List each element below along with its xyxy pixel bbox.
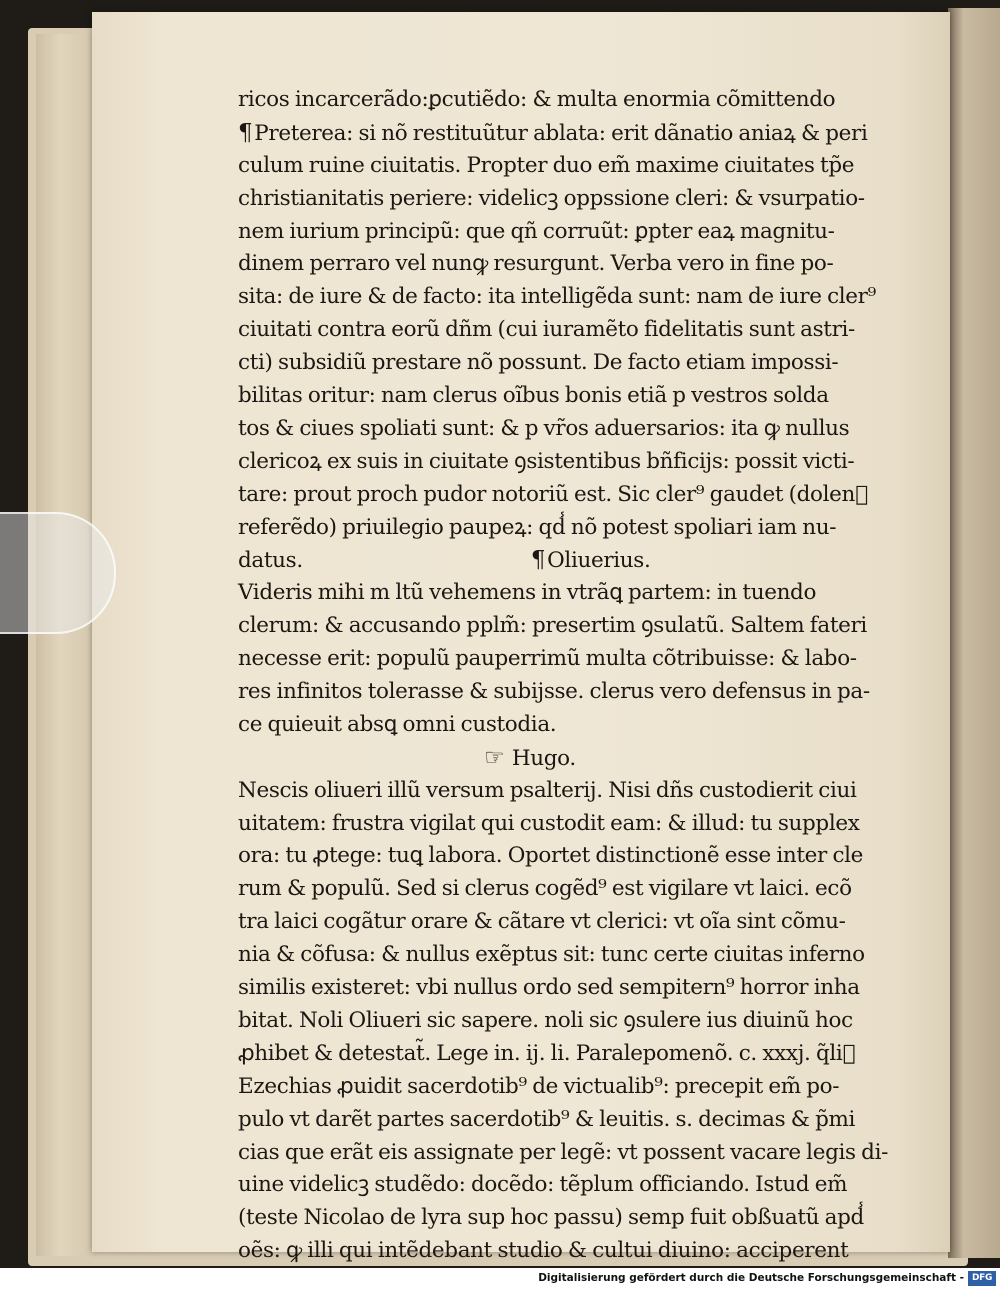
- text-line: bitat. Noli Oliueri sic sapere. noli sic ꝯsulere ius diuinũ hoc: [238, 1007, 853, 1033]
- text-line: nem iurium principũ: que qñ corruũt: ꝑpter eaꝝ magnitu-: [238, 218, 835, 244]
- text-line: bilitas oritur: nam clerus oĩbus bonis etiã p vestros solda: [238, 383, 829, 409]
- dfg-logo: DFG: [968, 1271, 996, 1286]
- text-line: res infinitos tolerasse & subijsse. clerus vero defensus in pa-: [238, 679, 870, 705]
- text-line: referẽdo) priuilegio paupeꝝ: qd̾ nõ potest spoliari iam nu-: [238, 514, 837, 540]
- text-line: similis existeret: vbi nullus ordo sed sempitern⁹ horror inha: [238, 975, 860, 1001]
- text-line: tra laici cogãtur orare & cãtare vt clerici: vt oĩa sint cõmu-: [238, 909, 846, 935]
- funding-caption: Digitalisierung gefördert durch die Deutsche Forschungsgemeinschaft -: [538, 1272, 964, 1284]
- text-line: Ezechias ꝓuidit sacerdotib⁹ de victualib⁹: precepit em̃ po-: [238, 1073, 840, 1099]
- text-line: clerum: & accusando pplm̃: presertim ꝯsulatũ. Saltem fateri: [238, 613, 867, 639]
- text-line: cias que erãt eis assignate per legẽ: vt possent vacare legis di-: [238, 1139, 889, 1165]
- text-line: ricos incarcerãdo:ꝑcutiẽdo: & multa enormia cõmittendo: [238, 87, 836, 112]
- speaker-hugo: Hugo.: [511, 745, 576, 771]
- text-line: cti) subsidiũ prestare nõ possunt. De facto etiam impossi-: [238, 350, 839, 376]
- text-line: rum & populũ. Sed si clerus cogẽd⁹ est vigilare vt laici. ecõ: [238, 876, 852, 902]
- text-line: clericoꝝ ex suis in ciuitate ꝯsistentibus bñficijs: possit victi-: [238, 448, 855, 474]
- text-line: tare: prout proch pudor notoriũ est. Sic cler⁹ gaudet (dolenᷤ: [238, 481, 868, 507]
- pointing-hand-icon: ☞: [484, 744, 505, 771]
- text-line: ¶Preterea: si nõ restituũtur ablata: erit dãnatio aniaꝝ & peri: [238, 119, 868, 146]
- text-line: ce quieuit absꝗ omni custodia.: [238, 711, 557, 737]
- page-text: [238, 84, 889, 1268]
- speaker-heading: [238, 742, 862, 775]
- page-clip: [0, 512, 116, 634]
- text-line: uine videlicꝫ studẽdo: docẽdo: tẽplum officiando. Istud em̃: [238, 1172, 848, 1198]
- text-line: culum ruine ciuitatis. Propter duo em̃ maxime ciuitates tp̃e: [238, 152, 855, 178]
- text-line: pulo vt darẽt partes sacerdotib⁹ & leuitis. s. decimas & p̃mi: [238, 1106, 856, 1132]
- text-line: sita: de iure & de facto: ita intelligẽda sunt: nam de iure cler⁹: [238, 284, 876, 310]
- paragraph-mark-icon: ¶: [530, 547, 546, 574]
- caption-bar: [0, 1268, 1000, 1290]
- text-line: ora: tu ꝓtege: tuꝗ labora. Oportet distinctionẽ esse inter cle: [238, 843, 864, 869]
- speaker-oliuerius: Oliuerius.: [547, 548, 651, 574]
- text-line: tos & ciues spoliati sunt: & p vr̃os aduersarios: ita ꝙ nullus: [238, 415, 850, 441]
- text-line: Nescis oliueri illũ versum psalterij. Nisi dñs custodierit ciui: [238, 777, 857, 803]
- text-line: datus. ¶Oliuerius.: [238, 547, 651, 574]
- text-line: nia & cõfusa: & nullus exẽptus sit: tunc certe ciuitas inferno: [238, 942, 865, 968]
- right-cover-board: [948, 8, 1000, 1258]
- text-line: dinem perraro vel nunꝙ resurgunt. Verba vero in fine po-: [238, 251, 834, 277]
- text-line: (teste Nicolao de lyra sup hoc passu) semp fuit obßuatũ apd̾: [238, 1205, 864, 1231]
- text-line: oẽs: ꝙ illi qui intẽdebant studio & cultui diuino: acciperent: [238, 1238, 849, 1264]
- text-line: christianitatis periere: videlicꝫ oppssione cleri: & vsurpatio-: [238, 185, 865, 211]
- text-line: ꝓhibet & detestat̃. Lege in. ij. li. Paralepomenõ. c. xxxj. q̃liᷤ: [238, 1040, 856, 1066]
- text-line: Videris mihi m ltũ vehemens in vtrãꝗ partem: in tuendo: [238, 580, 817, 606]
- text-line: uitatem: frustra vigilat qui custodit eam: & illud: tu supplex: [238, 810, 860, 836]
- text-line: ciuitati contra eorũ dñm (cui iuramẽto fidelitatis sunt astri-: [238, 317, 855, 343]
- text-line: necesse erit: populũ pauperrimũ multa cõtribuisse: & labo-: [238, 646, 857, 672]
- paragraph-mark-icon: ¶: [238, 119, 253, 146]
- page-edges: [36, 34, 96, 1256]
